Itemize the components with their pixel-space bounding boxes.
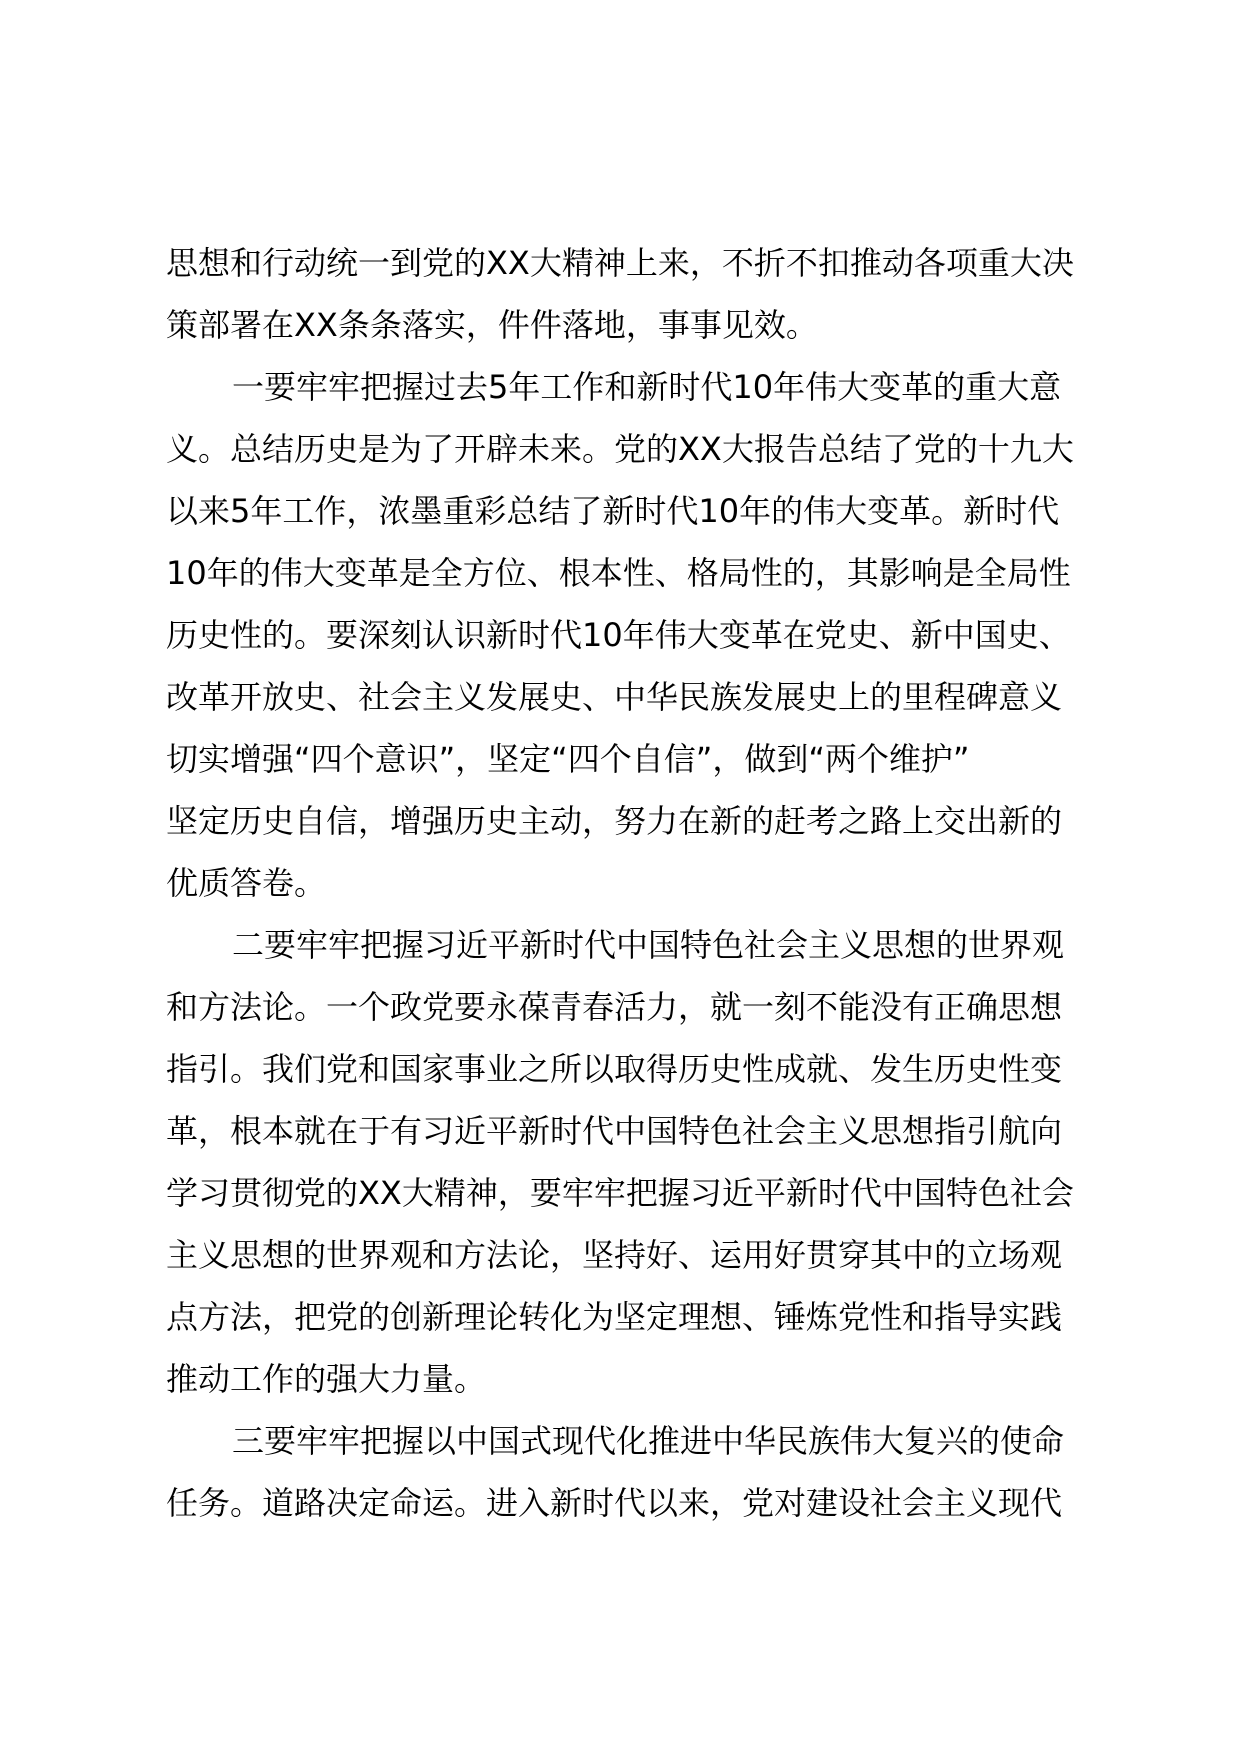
text-line: 指引。我们党和国家事业之所以取得历史性成就、发生历史性变 — [166, 1050, 1063, 1088]
text-line: 优质答卷。 — [166, 864, 327, 902]
text-line: 推动工作的强大力量。 — [166, 1360, 487, 1398]
text-line: 坚定历史自信，增强历史主动，努力在新的赶考之路上交出新的 — [166, 802, 1063, 840]
text-line: 革，根本就在于有习近平新时代中国特色社会主义思想指引航向 — [166, 1112, 1063, 1150]
text-line: 改革开放史、社会主义发展史、中华民族发展史上的里程碑意义 — [166, 678, 1063, 716]
text-line: 历史性的。要深刻认识新时代10年伟大变革在党史、新中国史、 — [166, 616, 1071, 654]
text-line: 主义思想的世界观和方法论，坚持好、运用好贯穿其中的立场观 — [166, 1236, 1063, 1274]
document-body — [166, 232, 1126, 1534]
text-line: 任务。道路决定命运。进入新时代以来，党对建设社会主义现代 — [166, 1484, 1063, 1522]
text-line: 学习贯彻党的XX大精神，要牢牢把握习近平新时代中国特色社会 — [166, 1174, 1074, 1212]
text-line: 和方法论。一个政党要永葆青春活力，就一刻不能没有正确思想 — [166, 988, 1063, 1026]
text-line: 10年的伟大变革是全方位、根本性、格局性的，其影响是全局性 — [166, 554, 1071, 592]
text-line: 点方法，把党的创新理论转化为坚定理想、锤炼党性和指导实践 — [166, 1298, 1063, 1336]
paragraph-first-line: 一要牢牢把握过去5年工作和新时代10年伟大变革的重大意 — [232, 368, 1062, 406]
paragraph-first-line: 二要牢牢把握习近平新时代中国特色社会主义思想的世界观 — [232, 926, 1065, 964]
text-line: 以来5年工作，浓墨重彩总结了新时代10年的伟大变革。新时代 — [166, 492, 1060, 530]
text-line: 切实增强“四个意识”，坚定“四个自信”，做到“两个维护” — [166, 740, 970, 778]
text-line: 思想和行动统一到党的XX大精神上来，不折不扣推动各项重大决 — [166, 244, 1074, 282]
text-line: 策部署在XX条条落实，件件落地，事事见效。 — [166, 306, 818, 344]
text-line: 义。总结历史是为了开辟未来。党的XX大报告总结了党的十九大 — [166, 430, 1074, 468]
paragraph-first-line: 三要牢牢把握以中国式现代化推进中华民族伟大复兴的使命 — [232, 1422, 1065, 1460]
